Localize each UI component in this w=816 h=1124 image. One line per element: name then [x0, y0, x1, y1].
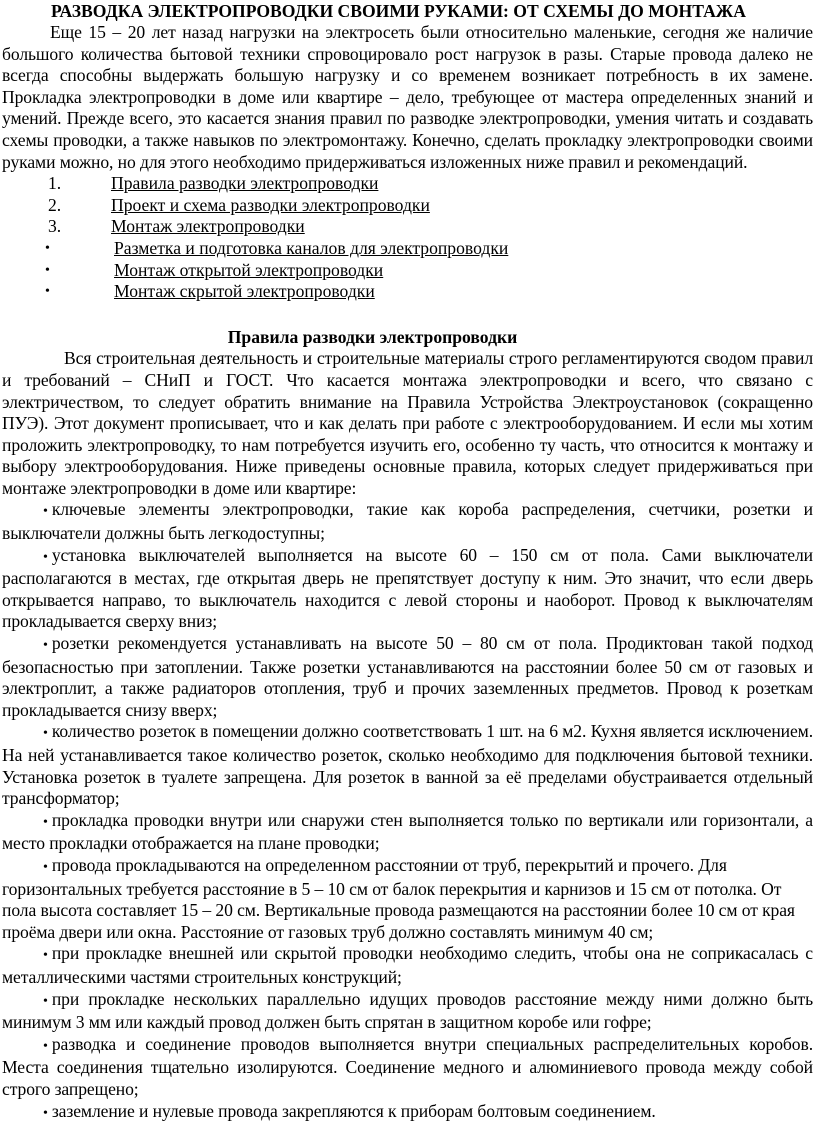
bullet-icon: •	[2, 860, 52, 875]
rule-item	[2, 943, 813, 988]
bullet-icon: •	[45, 238, 50, 260]
toc-link-rules[interactable]: Правила разводки электропроводки	[111, 173, 378, 193]
bullet-icon: •	[2, 1106, 52, 1121]
toc-item[interactable]	[2, 281, 813, 303]
bullet-icon: •	[45, 281, 50, 303]
rule-item	[2, 989, 813, 1034]
rule-text: ключевые элементы электропроводки, такие как короба распределения, счетчики, розетки и выключатели должны быть легкодоступны;	[2, 499, 813, 543]
bullet-icon: •	[2, 550, 52, 565]
toc-link-hidden-wiring[interactable]: Монтаж скрытой электропроводки	[111, 281, 375, 301]
rule-item	[2, 499, 813, 544]
toc-item[interactable]	[2, 173, 813, 195]
toc-link-marking[interactable]: Разметка и подготовка каналов для электропроводки	[111, 238, 508, 258]
rule-text: количество розеток в помещении должно соответствовать 1 шт. на 6 м2. Кухня является исключением. На ней устанавливается такое количество розеток, сколько необходимо для подключения бытовой техники. Установка розеток в туалете запрещена. Для розеток в ванной за её пределами обустраивается отдельный трансформатор;	[2, 721, 813, 808]
toc-number: 2.	[48, 195, 61, 217]
toc-link-project[interactable]: Проект и схема разводки электропроводки	[111, 195, 430, 215]
rule-text: при прокладке внешней или скрытой проводки необходимо следить, чтобы она не соприкасалась с металлическими частями строительных конструкций;	[2, 943, 813, 987]
toc-number: 1.	[48, 173, 61, 195]
bullet-icon: •	[2, 638, 52, 653]
rule-text: провода прокладываются на определенном расстоянии от труб, перекрытий и прочего. Для горизонтальных требуется расстояние в 5 – 10 см от балок перекрытия и карнизов и 15 см от потолка. От пола высота составляет 15 – 20 см. Вертикальные провода размещаются на расстоянии более 10 см от края проёма двери или окна. Расстояние от газовых труб должно составлять минимум 40 см;	[2, 855, 795, 942]
bullet-icon: •	[2, 1039, 52, 1054]
bullet-icon: •	[2, 726, 52, 741]
toc-item[interactable]	[2, 260, 813, 282]
toc-item[interactable]	[2, 195, 813, 217]
rule-text: прокладка проводки внутри или снаружи стен выполняется только по вертикали или горизонтали, а место прокладки отображается на плане проводки;	[2, 810, 813, 854]
table-of-contents	[2, 173, 813, 303]
bullet-icon: •	[2, 504, 52, 519]
rule-text: заземление и нулевые провода закрепляются к приборам болтовым соединением.	[52, 1101, 656, 1121]
rule-item	[2, 633, 813, 721]
rule-item	[2, 721, 813, 809]
rule-item	[2, 1101, 813, 1124]
rule-item	[2, 810, 813, 855]
rule-text: розетки рекомендуется устанавливать на высоте 50 – 80 см от пола. Продиктован такой подход безопасностью при затоплении. Также розетки устанавливаются на расстоянии более 50 см от газовых и электроплит, а также радиаторов отопления, труб и прочих заземленных предметов. Провод к розеткам прокладывается снизу вверх;	[2, 633, 813, 720]
bullet-icon: •	[2, 815, 52, 830]
rule-item	[2, 855, 813, 943]
intro-paragraph: Еще 15 – 20 лет назад нагрузки на электросеть были относительно маленькие, сегодня же наличие большого количества бытовой техники спровоцировало рост нагрузок в разы. Старые провода далеко не всегда способны выдержать большую нагрузку и со временем возникает потребность в их замене. Прокладка электропроводки в доме или квартире – дело, требующее от мастера определенных знаний и умений. Прежде всего, это касается знания правил по разводке электропроводки, умения читать и создавать схемы проводки, а также навыков по электромонтажу. Конечно, сделать прокладку электропроводки своими руками можно, но для этого необходимо придерживаться изложенных ниже правил и рекомендаций.	[2, 22, 813, 173]
rule-text: установка выключателей выполняется на высоте 60 – 150 см от пола. Сами выключатели располагаются в местах, где открытая дверь не препятствует доступу к ним. Это значит, что если дверь открывается направо, то выключатель находится с левой стороны и наоборот. Провод к выключателям прокладывается сверху вниз;	[2, 545, 813, 632]
page-title: РАЗВОДКА ЭЛЕКТРОПРОВОДКИ СВОИМИ РУКАМИ: ОТ СХЕМЫ ДО МОНТАЖА	[2, 0, 813, 22]
bullet-icon: •	[2, 948, 52, 963]
toc-link-installation[interactable]: Монтаж электропроводки	[111, 216, 305, 236]
toc-item[interactable]	[2, 216, 813, 238]
rule-text: при прокладке нескольких параллельно идущих проводов расстояние между ними должно быть минимум 3 мм или каждый провод должен быть спрятан в защитном коробе или гофре;	[2, 989, 813, 1033]
section-heading: Правила разводки электропроводки	[2, 325, 813, 349]
toc-number: 3.	[48, 216, 61, 238]
bullet-icon: •	[2, 994, 52, 1009]
section-paragraph: Вся строительная деятельность и строительные материалы строго регламентируются сводом правил и требований – СНиП и ГОСТ. Что касается монтажа электропроводки и всего, что связано с электричеством, то следует обратить внимание на Правила Устройства Электроустановок (сокращенно ПУЭ). Этот документ прописывает, что и как делать при работе с электрооборудованием. И если мы хотим проложить электропроводку, то нам потребуется изучить его, особенно ту часть, что относится к монтажу и выбору электрооборудования. Ниже приведены основные правила, которых следует придерживаться при монтаже электропроводки в доме или квартире:	[2, 348, 813, 499]
toc-item[interactable]	[2, 238, 813, 260]
toc-link-open-wiring[interactable]: Монтаж открытой электропроводки	[111, 260, 383, 280]
bullet-icon: •	[45, 260, 50, 282]
rule-item	[2, 545, 813, 633]
spacer	[2, 303, 813, 325]
rule-text: разводка и соединение проводов выполняется внутри специальных распределительных коробов. Места соединения тщательно изолируются. Соединение медного и алюминиевого провода между собой строго запрещено;	[2, 1034, 813, 1099]
rule-item	[2, 1034, 813, 1101]
